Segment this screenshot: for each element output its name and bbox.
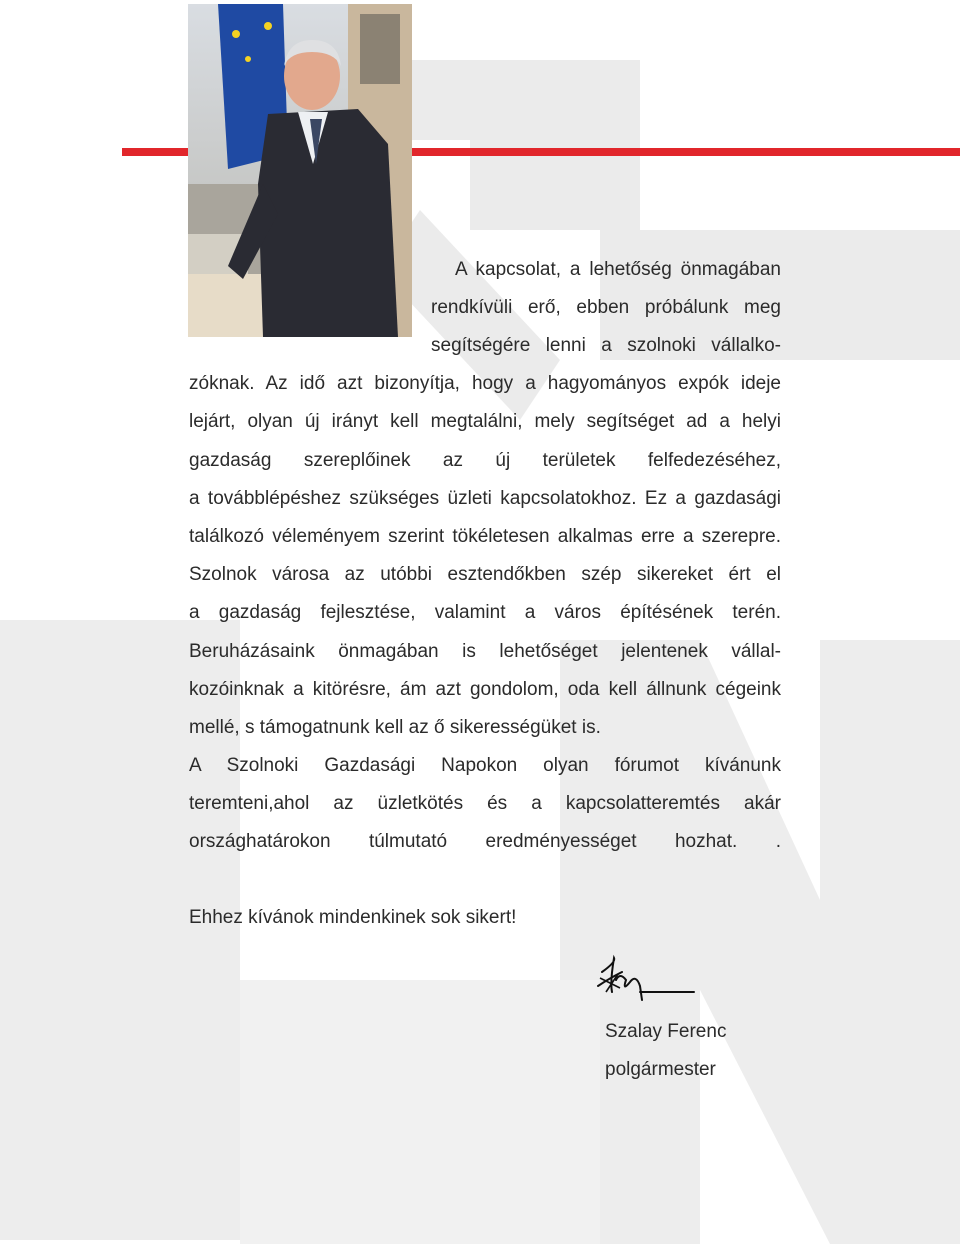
- letter-line: A Szolnoki Gazdasági Napokon olyan fórumot kívánunk: [189, 755, 781, 776]
- letter-line: gazdaság szereplőinek az új területek felfedezéséhez,: [189, 450, 781, 471]
- letter-line: a továbblépéshez szükséges üzleti kapcsolatokhoz. Ez a gazdasági: [189, 488, 781, 509]
- letter-line: a gazdaság fejlesztése, valamint a város építésének terén.: [189, 602, 781, 623]
- letter-line: A kapcsolat, a lehetőség önmagában: [455, 259, 781, 280]
- signer-name: Szalay Ferenc: [605, 1021, 727, 1042]
- letter-line: lejárt, olyan új irányt kell megtalálni, mely segítséget ad a helyi: [189, 411, 781, 432]
- letter-line: országhatárokon túlmutató eredményességet hozhat. .: [189, 831, 781, 852]
- letter-line: teremteni,ahol az üzletkötés és a kapcsolatteremtés akár: [189, 793, 781, 814]
- portrait-photo: [188, 4, 412, 337]
- letter-line: rendkívüli erő, ebben próbálunk meg: [431, 297, 781, 318]
- signer-title: polgármester: [605, 1059, 716, 1080]
- signature-icon: [596, 952, 696, 1007]
- letter-line: Szolnok városa az utóbbi esztendőkben szép sikereket ért el: [189, 564, 781, 585]
- letter-line: zóknak. Az idő azt bizonyítja, hogy a hagyományos expók ideje: [189, 373, 781, 394]
- red-rule-left: [122, 148, 190, 156]
- letter-line: kozóinknak a kitörésre, ám azt gondolom, oda kell állnunk cégeink: [189, 679, 781, 700]
- red-rule-right: [412, 148, 960, 156]
- letter-line: mellé, s támogatnunk kell az ő sikerességüket is.: [189, 717, 601, 738]
- letter-line: segítségére lenni a szolnoki vállalko-: [431, 335, 781, 356]
- letter-line: találkozó véleményem szerint tökéletesen alkalmas erre a szerepre.: [189, 526, 781, 547]
- closing-greeting: Ehhez kívánok mindenkinek sok sikert!: [189, 907, 517, 928]
- letter-line: Beruházásaink önmagában is lehetőséget jelentenek vállal-: [189, 641, 781, 662]
